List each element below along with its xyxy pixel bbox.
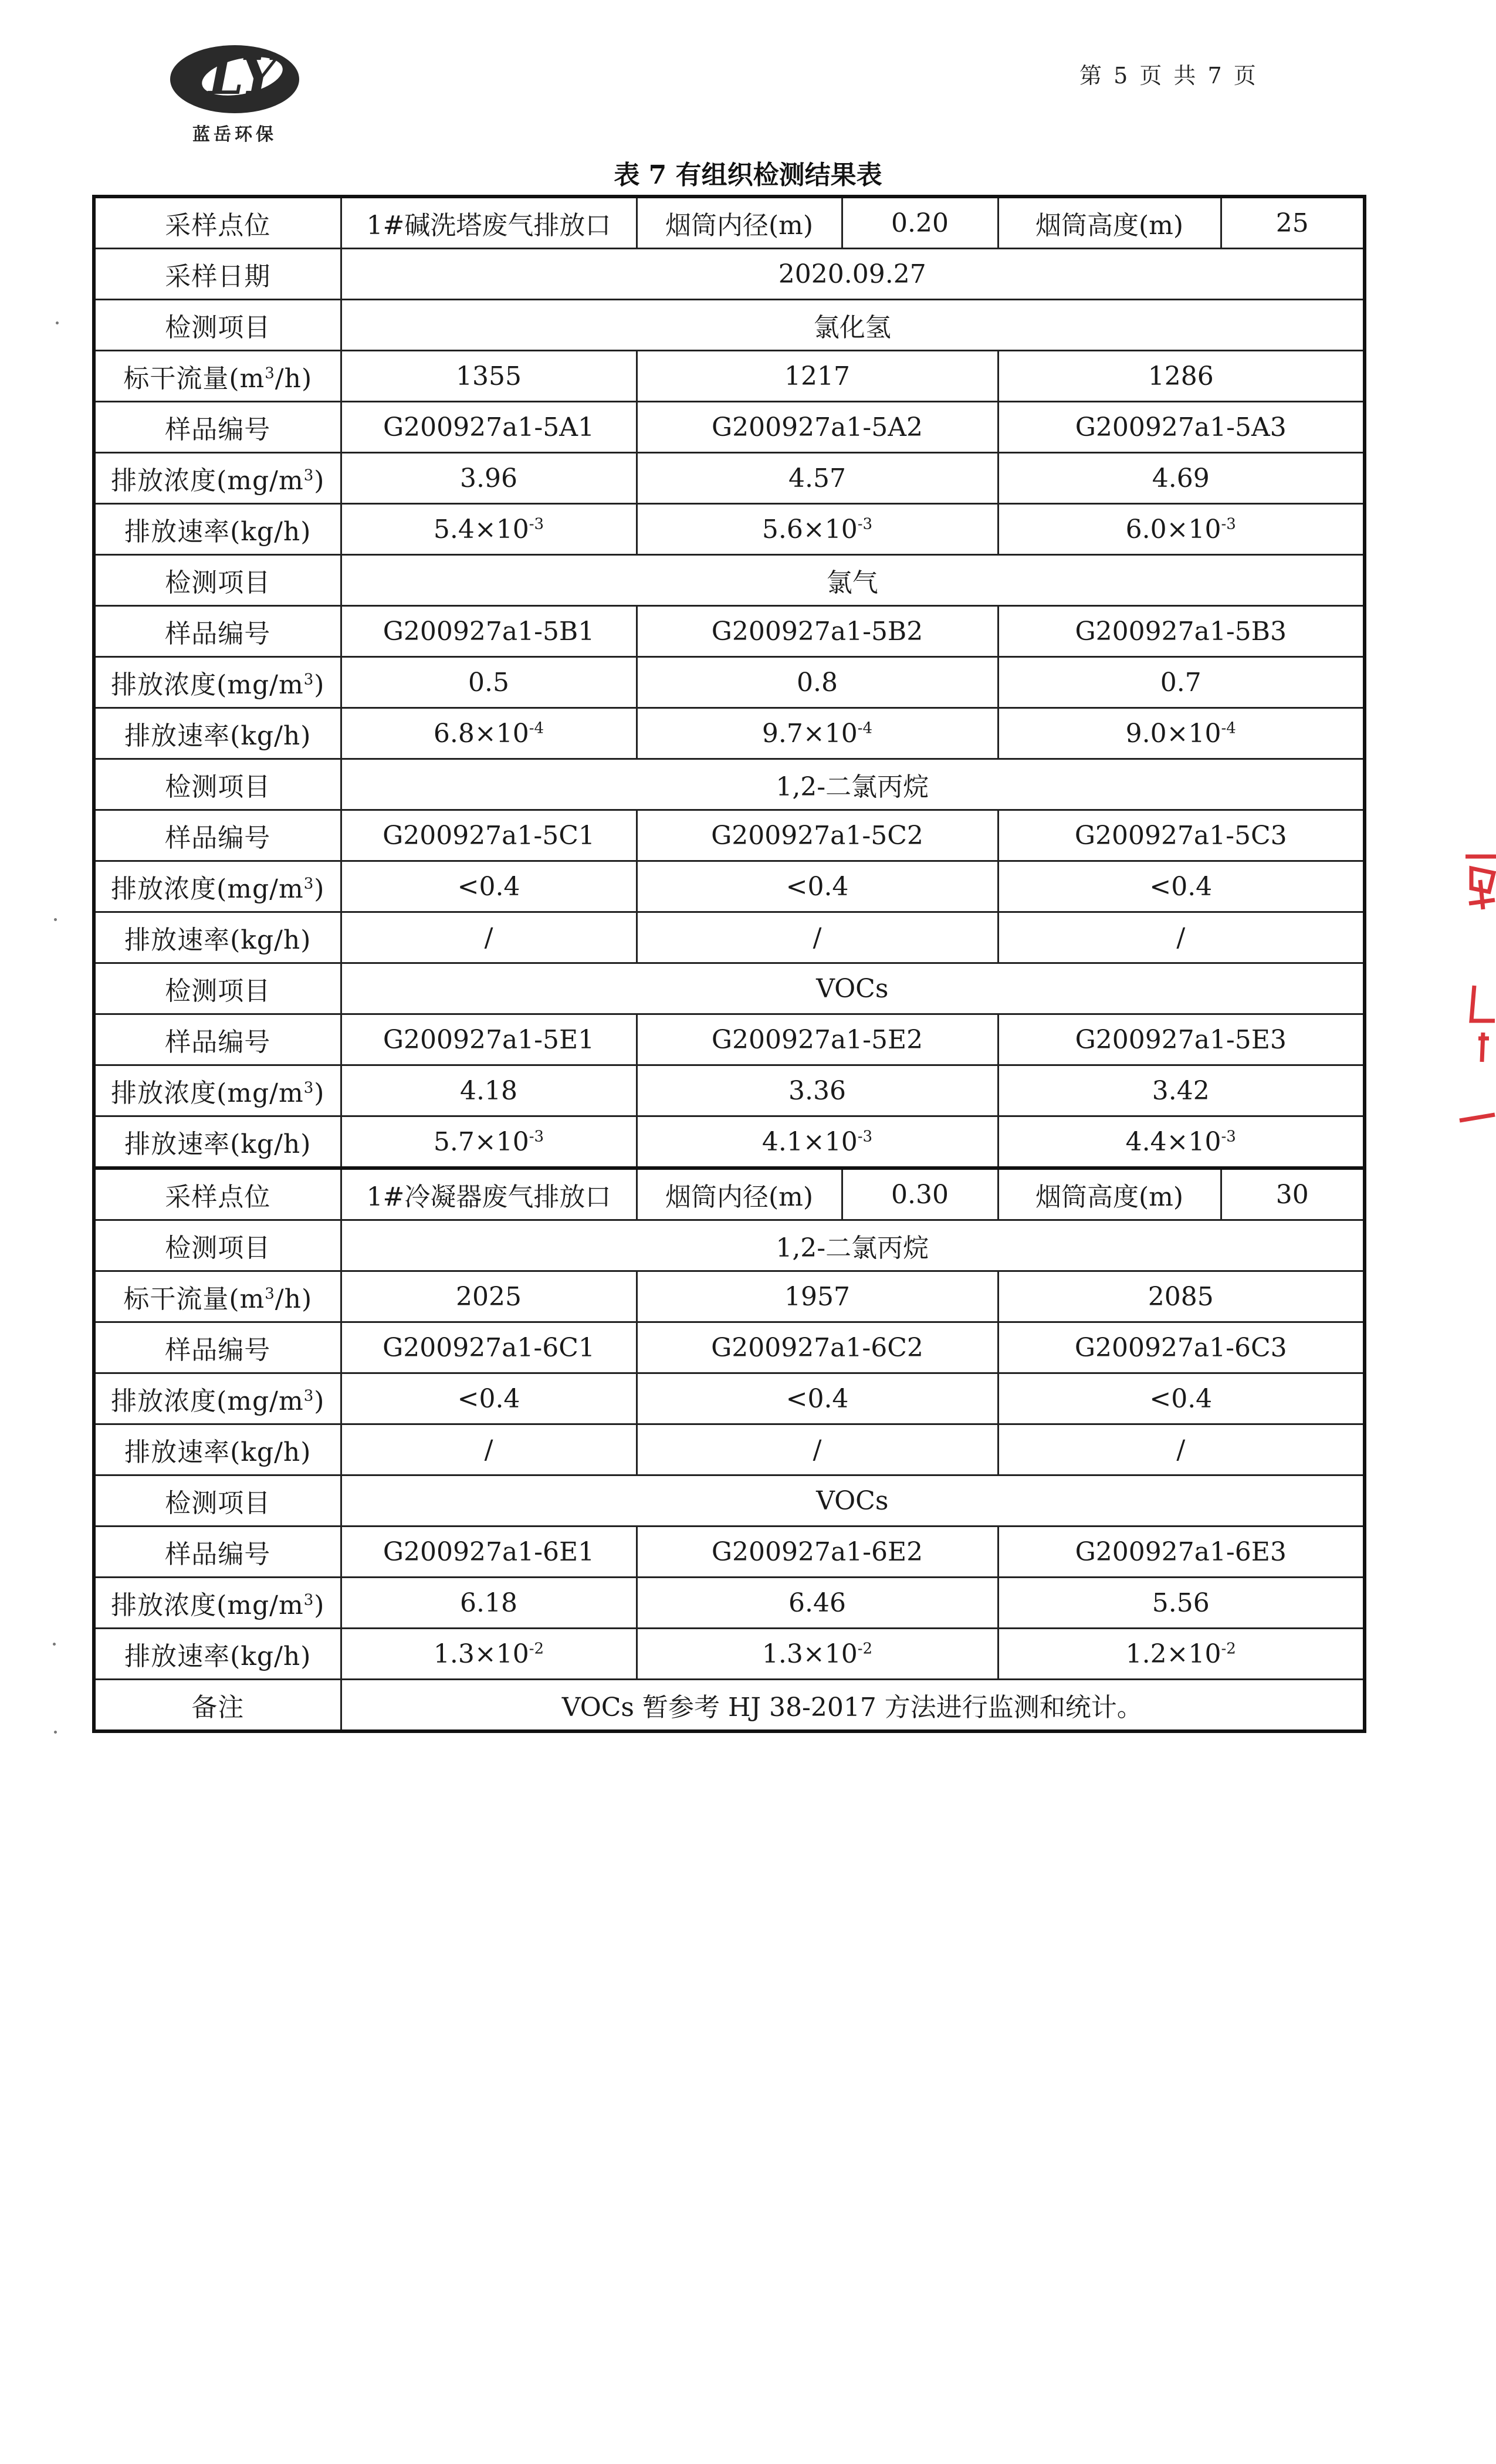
scan-speck xyxy=(56,321,59,324)
conc-label: 排放浓度$(mg/m^3)$ xyxy=(94,453,341,504)
rate-value: / xyxy=(637,912,998,963)
conc-value: 6.46 xyxy=(637,1578,998,1629)
table-row xyxy=(94,1424,1365,1475)
diameter-label: 烟筒内径(m) xyxy=(637,1168,842,1220)
flow-value: 2025 xyxy=(341,1271,637,1322)
sample-id: G200927a1-5C1 xyxy=(341,810,637,861)
rate-value: / xyxy=(341,1424,637,1475)
rate-value: $5.7\times 10^{-3}$ xyxy=(341,1116,637,1169)
rate-value: $5.6\times 10^{-3}$ xyxy=(637,504,998,555)
conc-label: 排放浓度$(mg/m^3)$ xyxy=(94,1373,341,1424)
conc-value: <0.4 xyxy=(637,861,998,912)
table-row xyxy=(94,1578,1365,1629)
conc-value: 4.69 xyxy=(998,453,1365,504)
flow-value: 1217 xyxy=(637,351,998,402)
item-label: 检测项目 xyxy=(94,555,341,606)
sample-id: G200927a1-5B3 xyxy=(998,606,1365,657)
table-row xyxy=(94,504,1365,555)
rate-value: / xyxy=(637,1424,998,1475)
flow-value: 1957 xyxy=(637,1271,998,1322)
item-value: VOCs xyxy=(341,1475,1365,1527)
diameter-value: 0.20 xyxy=(842,197,998,249)
conc-value: 6.18 xyxy=(341,1578,637,1629)
table-row xyxy=(94,759,1365,810)
table-row xyxy=(94,963,1365,1014)
rate-label: 排放速率(kg/h) xyxy=(94,1116,341,1169)
site-label: 采样点位 xyxy=(94,197,341,249)
item-label: 检测项目 xyxy=(94,300,341,351)
page-number: 第 5 页 共 7 页 xyxy=(1079,63,1258,89)
red-seal-stamp xyxy=(1448,845,1496,1138)
height-label: 烟筒高度(m) xyxy=(998,197,1221,249)
table-row xyxy=(94,351,1365,402)
conc-label: 排放浓度$(mg/m^3)$ xyxy=(94,1065,341,1116)
sample-label: 样品编号 xyxy=(94,1527,341,1578)
rate-value: $1.3\times 10^{-2}$ xyxy=(637,1629,998,1680)
sample-id: G200927a1-5A1 xyxy=(341,402,637,453)
sample-id: G200927a1-5E3 xyxy=(998,1014,1365,1065)
item-label: 检测项目 xyxy=(94,1475,341,1527)
conc-value: <0.4 xyxy=(341,861,637,912)
table-row xyxy=(94,1527,1365,1578)
rate-label: 排放速率(kg/h) xyxy=(94,708,341,759)
table-row xyxy=(94,1271,1365,1322)
conc-value: 4.18 xyxy=(341,1065,637,1116)
rate-label: 排放速率(kg/h) xyxy=(94,912,341,963)
sample-id: G200927a1-5A3 xyxy=(998,402,1365,453)
table-row xyxy=(94,402,1365,453)
sample-id: G200927a1-6E3 xyxy=(998,1527,1365,1578)
height-value: 25 xyxy=(1221,197,1365,249)
table-row xyxy=(94,606,1365,657)
logo-mark-icon xyxy=(167,41,302,117)
sample-id: G200927a1-5B1 xyxy=(341,606,637,657)
table-row xyxy=(94,810,1365,861)
scan-speck xyxy=(54,1731,57,1734)
site-value: 1#碱洗塔废气排放口 xyxy=(341,197,637,249)
table-row xyxy=(94,197,1365,249)
conc-value: <0.4 xyxy=(637,1373,998,1424)
sample-id: G200927a1-6C1 xyxy=(341,1322,637,1373)
sample-id: G200927a1-6C2 xyxy=(637,1322,998,1373)
sample-id: G200927a1-6C3 xyxy=(998,1322,1365,1373)
table-row xyxy=(94,555,1365,606)
table-row xyxy=(94,1116,1365,1169)
rate-value: / xyxy=(998,1424,1365,1475)
table-row xyxy=(94,657,1365,708)
table-row xyxy=(94,1629,1365,1680)
sample-label: 样品编号 xyxy=(94,1014,341,1065)
table-row xyxy=(94,912,1365,963)
rate-value: / xyxy=(998,912,1365,963)
results-table xyxy=(92,195,1366,1733)
conc-value: <0.4 xyxy=(998,1373,1365,1424)
sample-label: 样品编号 xyxy=(94,606,341,657)
height-label: 烟筒高度(m) xyxy=(998,1168,1221,1220)
table-row xyxy=(94,300,1365,351)
rate-value: $4.4\times 10^{-3}$ xyxy=(998,1116,1365,1169)
sample-id: G200927a1-5C2 xyxy=(637,810,998,861)
rate-value: $9.0\times 10^{-4}$ xyxy=(998,708,1365,759)
sample-id: G200927a1-5B2 xyxy=(637,606,998,657)
item-label: 检测项目 xyxy=(94,759,341,810)
item-value: 1,2-二氯丙烷 xyxy=(341,759,1365,810)
item-value: 氯化氢 xyxy=(341,300,1365,351)
remark-text: VOCs 暂参考 HJ 38-2017 方法进行监测和统计。 xyxy=(341,1680,1365,1732)
remark-label: 备注 xyxy=(94,1680,341,1732)
table-row xyxy=(94,1065,1365,1116)
conc-value: 3.36 xyxy=(637,1065,998,1116)
item-value: 氯气 xyxy=(341,555,1365,606)
rate-label: 排放速率(kg/h) xyxy=(94,504,341,555)
rate-value: $1.2\times 10^{-2}$ xyxy=(998,1629,1365,1680)
item-label: 检测项目 xyxy=(94,1220,341,1271)
rate-label: 排放速率(kg/h) xyxy=(94,1424,341,1475)
company-name: 蓝岳环保 xyxy=(192,124,277,145)
item-value: 1,2-二氯丙烷 xyxy=(341,1220,1365,1271)
date-value: 2020.09.27 xyxy=(341,249,1365,300)
table-row xyxy=(94,1373,1365,1424)
table-row xyxy=(94,249,1365,300)
rate-label: 排放速率(kg/h) xyxy=(94,1629,341,1680)
diameter-label: 烟筒内径(m) xyxy=(637,197,842,249)
diameter-value: 0.30 xyxy=(842,1168,998,1220)
flow-value: 1355 xyxy=(341,351,637,402)
site-value: 1#冷凝器废气排放口 xyxy=(341,1168,637,1220)
flow-value: 1286 xyxy=(998,351,1365,402)
table-row xyxy=(94,1168,1365,1220)
sample-id: G200927a1-5E2 xyxy=(637,1014,998,1065)
conc-label: 排放浓度$(mg/m^3)$ xyxy=(94,657,341,708)
rate-value: $5.4\times 10^{-3}$ xyxy=(341,504,637,555)
rate-value: $6.0\times 10^{-3}$ xyxy=(998,504,1365,555)
table-row xyxy=(94,861,1365,912)
conc-value: <0.4 xyxy=(998,861,1365,912)
conc-value: 5.56 xyxy=(998,1578,1365,1629)
table-row xyxy=(94,1322,1365,1373)
site-label: 采样点位 xyxy=(94,1168,341,1220)
flow-label: 标干流量$(m^3/h)$ xyxy=(94,1271,341,1322)
sample-label: 样品编号 xyxy=(94,402,341,453)
conc-value: 0.5 xyxy=(341,657,637,708)
conc-value: 3.96 xyxy=(341,453,637,504)
rate-value: $9.7\times 10^{-4}$ xyxy=(637,708,998,759)
sample-label: 样品编号 xyxy=(94,810,341,861)
conc-value: 3.42 xyxy=(998,1065,1365,1116)
sample-label: 样品编号 xyxy=(94,1322,341,1373)
sample-id: G200927a1-6E1 xyxy=(341,1527,637,1578)
table-row xyxy=(94,1014,1365,1065)
rate-value: $1.3\times 10^{-2}$ xyxy=(341,1629,637,1680)
rate-value: $4.1\times 10^{-3}$ xyxy=(637,1116,998,1169)
item-value: VOCs xyxy=(341,963,1365,1014)
table-row xyxy=(94,1475,1365,1527)
height-value: 30 xyxy=(1221,1168,1365,1220)
conc-value: <0.4 xyxy=(341,1373,637,1424)
table-title: 表 7 有组织检测结果表 xyxy=(614,160,882,190)
table-row xyxy=(94,708,1365,759)
table-row xyxy=(94,1220,1365,1271)
table-row xyxy=(94,1680,1365,1732)
sample-id: G200927a1-5E1 xyxy=(341,1014,637,1065)
logo-mark-text: LY xyxy=(208,47,277,106)
conc-value: 4.57 xyxy=(637,453,998,504)
conc-value: 0.7 xyxy=(998,657,1365,708)
flow-value: 2085 xyxy=(998,1271,1365,1322)
scan-speck xyxy=(53,1643,56,1646)
seal-fragment-icon xyxy=(1448,845,1496,1138)
conc-label: 排放浓度$(mg/m^3)$ xyxy=(94,861,341,912)
table-row xyxy=(94,453,1365,504)
conc-label: 排放浓度$(mg/m^3)$ xyxy=(94,1578,341,1629)
conc-value: 0.8 xyxy=(637,657,998,708)
rate-value: $6.8\times 10^{-4}$ xyxy=(341,708,637,759)
flow-label: 标干流量$(m^3/h)$ xyxy=(94,351,341,402)
sample-id: G200927a1-5C3 xyxy=(998,810,1365,861)
sample-id: G200927a1-6E2 xyxy=(637,1527,998,1578)
scan-speck xyxy=(54,918,57,921)
company-logo xyxy=(158,41,311,158)
rate-value: / xyxy=(341,912,637,963)
date-label: 采样日期 xyxy=(94,249,341,300)
sample-id: G200927a1-5A2 xyxy=(637,402,998,453)
item-label: 检测项目 xyxy=(94,963,341,1014)
